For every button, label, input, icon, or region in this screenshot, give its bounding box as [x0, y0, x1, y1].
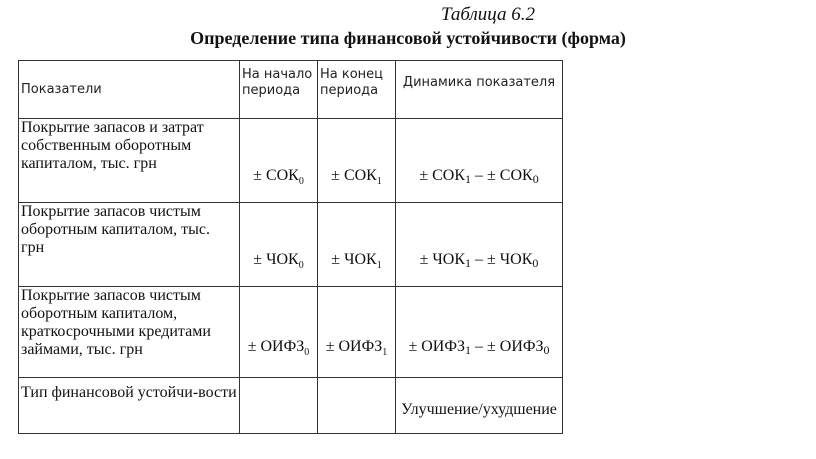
stability-dynamics: Улучшение/ухудшение	[396, 378, 563, 434]
header-dynamics: Динамика показателя	[396, 61, 563, 119]
start-value: ± $ЧОК_0$	[240, 203, 318, 287]
header-row	[19, 61, 563, 119]
row-label: Покрытие запасов чистым оборотным капиталом, тыс. грн	[19, 203, 240, 287]
financial-stability-table	[18, 60, 563, 434]
end-value-empty	[318, 378, 396, 434]
start-value: ± $ОИФЗ_0$	[240, 287, 318, 378]
dynamics-value: ± ЧОК1 – ± ЧОК0	[396, 203, 563, 287]
table-row	[19, 119, 563, 203]
dynamics-value: ± СОК1 – ± СОК0	[396, 119, 563, 203]
stability-type-label: Тип финансовой устойчи-вости	[19, 378, 240, 434]
start-value-empty	[240, 378, 318, 434]
dynamics-value: ± ОИФЗ1 – ± ОИФЗ0	[396, 287, 563, 378]
end-value: ± $СОК_1$	[318, 119, 396, 203]
header-end-period: На конец периода	[318, 61, 396, 119]
end-value: ± $ОИФЗ_1$	[318, 287, 396, 378]
row-label: Покрытие запасов чистым оборотным капиталом, краткосрочными кредитами займами, тыс. грн	[19, 287, 240, 378]
table-row	[19, 378, 563, 434]
row-label: Покрытие запасов и затрат собственным оборотным капиталом, тыс. грн	[19, 119, 240, 203]
table-row	[19, 287, 563, 378]
table-number: Таблица 6.2	[441, 4, 535, 25]
start-value: ± $СОК_0$	[240, 119, 318, 203]
table-row	[19, 203, 563, 287]
end-value: ± $ЧОК_1$	[318, 203, 396, 287]
header-start-period: На начало периода	[240, 61, 318, 119]
header-indicators: Показатели	[19, 61, 240, 119]
table-title: Определение типа финансовой устойчивости (форма)	[190, 28, 626, 48]
